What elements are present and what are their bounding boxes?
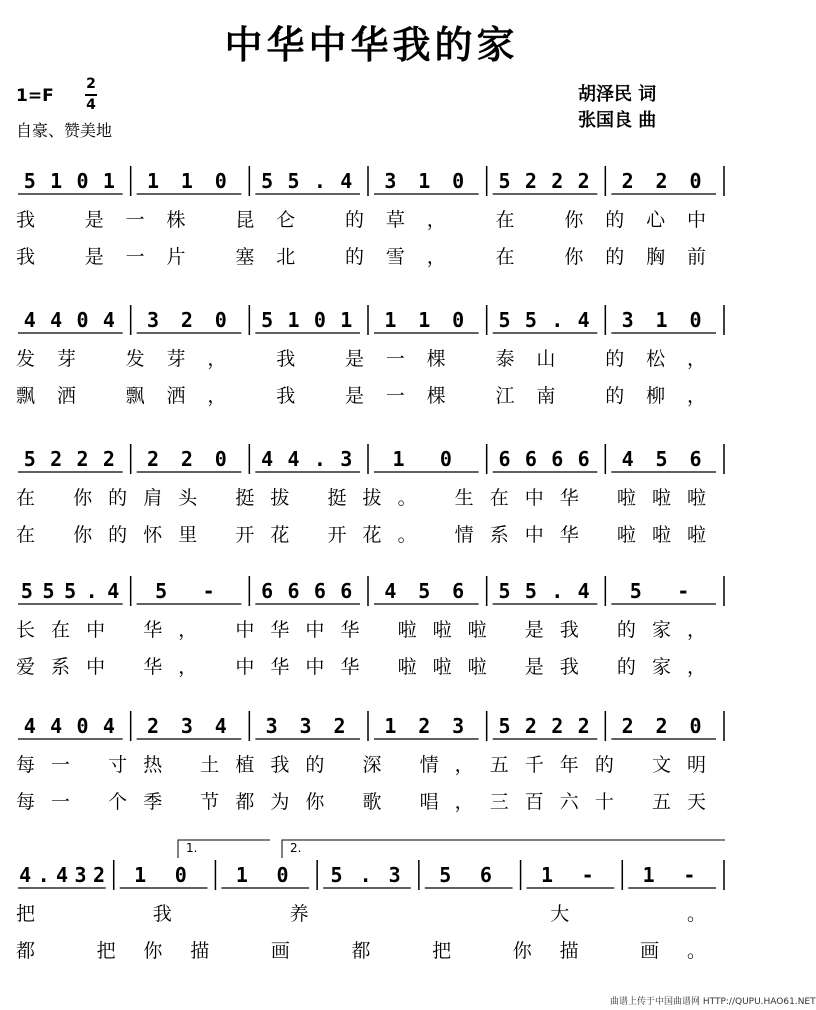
note: 3 [621,308,634,332]
note: 5 [439,863,452,887]
note: 6 [479,863,492,887]
note: 2 [577,714,590,738]
note: 1 [418,308,431,332]
note: 5 [524,579,537,603]
note: 5 [23,169,36,193]
note: 2 [551,169,564,193]
note: 2 [50,447,63,471]
note: 1 [384,308,397,332]
note: 0 [214,447,227,471]
note: 6 [340,579,353,603]
note: 5 [23,447,36,471]
note: . [551,579,564,603]
note: 2 [655,714,668,738]
note: 5 [524,308,537,332]
note: 4 [214,714,227,738]
note: 5 [261,308,274,332]
note: 4 [56,863,69,887]
note: 0 [174,863,187,887]
note: 4 [50,308,63,332]
note: 5 [155,579,168,603]
note: 6 [689,447,702,471]
note: 4 [107,579,120,603]
note: 6 [261,579,274,603]
note: 5 [498,579,511,603]
note: 4 [102,308,115,332]
note: 0 [214,308,227,332]
note: 5 [330,863,343,887]
note: 2 [93,863,106,887]
time-denominator: 4 [86,97,96,113]
note: 2 [524,714,537,738]
note: 5 [498,308,511,332]
note: 0 [689,308,702,332]
note: 0 [452,308,465,332]
note: 6 [287,579,300,603]
note: 1 [642,863,655,887]
note: . [313,169,326,193]
lyric-line: 飘洒 飘洒， 我 是一棵 江南 的柳， [16,385,706,407]
lyric-line: 每一 寸热 土植我的 深 情，五千年的 文明 [16,754,706,776]
note: 5 [287,169,300,193]
note: 2 [333,714,346,738]
note: 5 [64,579,77,603]
note: 5 [498,714,511,738]
note: 1 [235,863,248,887]
note: 1 [50,169,63,193]
note: 3 [340,447,353,471]
note: 6 [313,579,326,603]
note: 5 [261,169,274,193]
note: 5 [418,579,431,603]
volta-2: 2. [290,841,302,855]
note: 5 [629,579,642,603]
lyric-line: 都 把你描 画 都 把 你描 画。 [16,940,706,962]
note: . [551,308,564,332]
note: 1 [134,863,147,887]
lyric-line: 我 是一株 昆仑 的草， 在 你的心中 [16,209,706,231]
note: 3 [452,714,465,738]
note: 1 [287,308,300,332]
note: 3 [146,308,160,332]
note: 1 [392,447,405,471]
note: 2 [102,447,115,471]
time-numerator: 2 [86,76,96,92]
note: 1 [146,169,160,193]
note: - [677,579,690,603]
note: 1 [102,169,115,193]
note: 3 [384,169,397,193]
note: 6 [551,447,564,471]
note: . [359,863,372,887]
composer-credit: 张国良 曲 [578,110,657,131]
note: 4 [577,579,590,603]
note: - [581,863,594,887]
note: - [683,863,696,887]
note: 0 [214,169,227,193]
note: 1 [655,308,668,332]
note: 4 [621,447,634,471]
note: 4 [384,579,397,603]
note: 2 [146,447,160,471]
lyric-line: 发芽 发芽， 我 是一棵 泰山 的松， [16,348,706,370]
note: 0 [439,447,452,471]
note: 3 [299,714,312,738]
note: 2 [76,447,89,471]
note: 4 [50,714,63,738]
note: 0 [76,714,89,738]
note: 2 [655,169,668,193]
note: 4 [261,447,274,471]
note: 0 [313,308,326,332]
note: 0 [76,169,89,193]
lyric-line: 爱系中 华， 中华中华 啦啦啦 是我 的家， [16,656,706,678]
note: 1 [540,863,554,887]
note: 4 [287,447,300,471]
note: 0 [452,169,465,193]
note: - [202,579,215,603]
note: 1 [384,714,397,738]
note: 4 [577,308,590,332]
note: 2 [180,308,193,332]
note: 2 [146,714,160,738]
note: 1 [180,169,193,193]
note: 5 [498,169,511,193]
lyric-line: 长在中 华， 中华中华 啦啦啦 是我 的家， [16,619,706,641]
lyric-line: 在 你的怀里 开花 开花。 情系中华 啦啦啦 [16,524,706,546]
lyricist-credit: 胡泽民 词 [578,84,657,105]
note: 6 [524,447,537,471]
note: 0 [276,863,289,887]
note: . [85,579,98,603]
note: 4 [23,308,36,332]
note: 5 [655,447,668,471]
page-title: 中华中华我的家 [224,23,519,67]
lyric-line: 每一 个季 节都为你 歌 唱，三百六十 五天 [16,791,706,813]
note: 6 [577,447,590,471]
lyric-line: 把我养 大。 [16,903,706,925]
note: . [37,863,50,887]
note: 5 [42,579,55,603]
note: 3 [74,863,87,887]
note: 2 [180,447,193,471]
key-signature: 1=F [16,86,54,106]
note: 3 [265,714,278,738]
note: 2 [621,169,634,193]
note: 1 [418,169,431,193]
lyric-line: 在 你的肩头 挺拔 挺拔。 生在中华 啦啦啦 [16,487,706,509]
note: 0 [689,169,702,193]
note: 6 [452,579,465,603]
note: 0 [76,308,89,332]
expression-marking: 自豪、赞美地 [16,121,113,140]
note: 2 [418,714,431,738]
note: 2 [551,714,564,738]
volta-1: 1. [186,841,198,855]
note: 2 [524,169,537,193]
note: 3 [180,714,193,738]
note: 4 [340,169,353,193]
note: 3 [388,863,401,887]
note: 4 [102,714,115,738]
lyric-line: 我 是一片 塞北 的雪， 在 你的胸前 [16,246,706,268]
note: 6 [498,447,511,471]
note: 2 [621,714,634,738]
note: 0 [689,714,702,738]
volta-bracket [282,840,725,858]
note: . [313,447,326,471]
note: 4 [23,714,36,738]
footer-watermark: 曲谱上传于中国曲谱网 HTTP://QUPU.HAO61.NET [610,997,816,1007]
note: 1 [340,308,353,332]
note: 2 [577,169,590,193]
note: 5 [20,579,33,603]
note: 4 [19,863,32,887]
